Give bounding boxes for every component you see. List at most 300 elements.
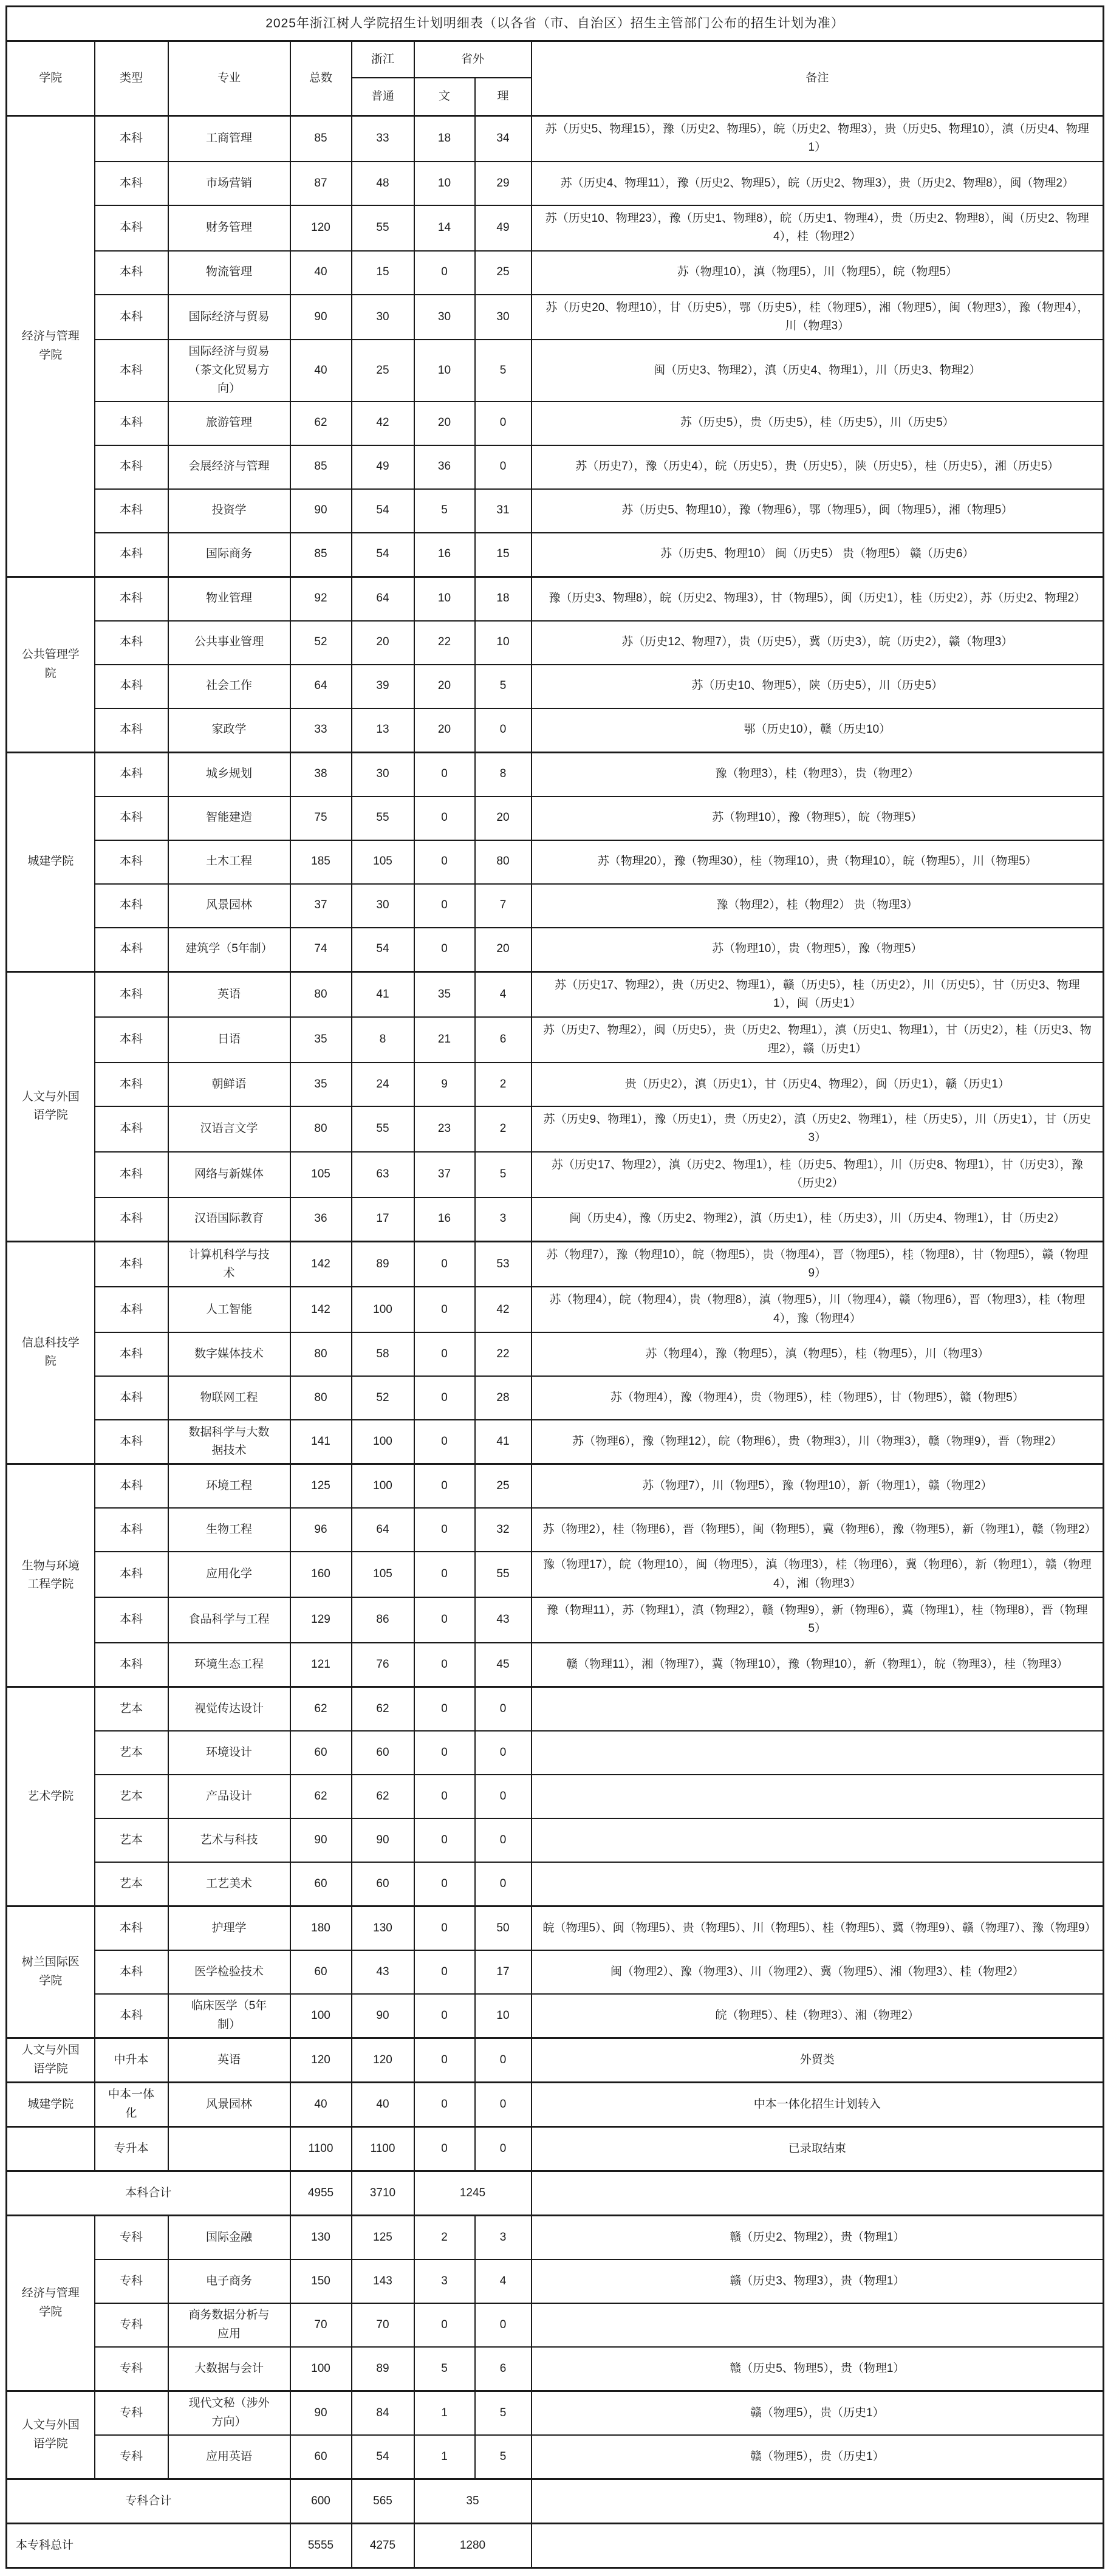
major-cell: 临床医学（5年制） [168,1994,290,2038]
remark-cell [532,1862,1104,1906]
liberal-arts-cell: 0 [414,1950,475,1994]
zhejiang-cell: 54 [352,489,414,533]
total-cell: 80 [290,1106,352,1152]
table-row [7,2303,1104,2347]
table-row [7,1862,1104,1906]
zhejiang-cell: 125 [352,2215,414,2259]
remark-cell: 苏（物理7），豫（物理10），皖（物理5），贵（物理4），晋（物理5），桂（物理8），甘（物理5），赣（物理9） [532,1241,1104,1287]
zhejiang-cell: 30 [352,884,414,928]
type-cell: 本科 [95,402,168,445]
zhejiang-cell: 70 [352,2303,414,2347]
science-cell: 31 [475,489,532,533]
major-cell: 社会工作 [168,665,290,708]
major-cell: 环境设计 [168,1731,290,1775]
college-cell: 人文与外国语学院 [7,971,95,1241]
zhejiang-cell: 63 [352,1152,414,1197]
science-cell: 34 [475,116,532,162]
remark-cell: 苏（历史5、物理10） 闽（历史5） 贵（物理5） 赣（历史6） [532,533,1104,577]
liberal-arts-cell: 23 [414,1106,475,1152]
zhejiang-cell: 100 [352,1420,414,1464]
zhejiang-cell: 89 [352,2347,414,2391]
remark-cell: 赣（历史5、物理5），贵（物理1） [532,2347,1104,2391]
table-row [7,2259,1104,2303]
liberal-arts-cell: 14 [414,205,475,251]
science-cell: 80 [475,840,532,884]
science-cell: 20 [475,796,532,840]
type-cell: 专科 [95,2435,168,2479]
type-cell: 本科 [95,1152,168,1197]
college-cell: 人文与外国语学院 [7,2391,95,2479]
type-cell: 本科 [95,1552,168,1597]
liberal-arts-cell: 20 [414,708,475,753]
total-cell: 74 [290,928,352,972]
science-cell: 6 [475,1017,532,1063]
major-cell: 汉语国际教育 [168,1197,290,1242]
zhejiang-cell: 49 [352,445,414,489]
total-cell: 80 [290,1332,352,1376]
liberal-arts-cell: 20 [414,402,475,445]
table-row [7,1420,1104,1464]
total-cell: 5555 [290,2523,352,2567]
remark-cell: 豫（物理2），桂（物理2） 贵（物理3） [532,884,1104,928]
col-header-major: 专业 [168,41,290,116]
zhejiang-cell: 41 [352,971,414,1017]
remark-cell: 苏（物理20），豫（物理30），桂（物理10），贵（物理10），皖（物理5），川（物理5） [532,840,1104,884]
science-cell: 3 [475,1197,532,1242]
total-cell: 150 [290,2259,352,2303]
remark-cell: 赣（历史3、物理3），贵（物理1） [532,2259,1104,2303]
col-header-liberal-arts: 文 [414,78,475,116]
remark-cell: 苏（物理10），豫（物理5），皖（物理5） [532,796,1104,840]
zhejiang-cell: 55 [352,1106,414,1152]
page-title: 2025年浙江树人学院招生计划明细表（以各省（市、自治区）招生主管部门公布的招生计划为准） [7,7,1104,41]
table-row [7,577,1104,621]
liberal-arts-cell: 0 [414,1643,475,1687]
table-row [7,1597,1104,1643]
type-cell: 本科 [95,1464,168,1509]
college-cell: 信息科技学院 [7,1241,95,1464]
science-cell: 43 [475,1597,532,1643]
table-row [7,1464,1104,1509]
type-cell: 本科 [95,971,168,1017]
table-row [7,2038,1104,2082]
remark-cell: 苏（历史5、物理15），豫（历史2、物理5），皖（历史2、物理3），贵（历史5、物理10），滇（历史4、物理1） [532,116,1104,162]
major-cell: 应用化学 [168,1552,290,1597]
total-cell: 125 [290,1464,352,1509]
zhejiang-cell: 90 [352,1818,414,1862]
liberal-arts-cell: 0 [414,1464,475,1509]
zhejiang-cell: 143 [352,2259,414,2303]
subtotal-label: 专科合计 [7,2479,290,2523]
type-cell: 本科 [95,533,168,577]
col-header-remark: 备注 [532,41,1104,116]
science-cell: 0 [475,708,532,753]
liberal-arts-cell: 0 [414,1775,475,1818]
total-cell: 130 [290,2215,352,2259]
liberal-arts-cell: 0 [414,840,475,884]
major-cell: 财务管理 [168,205,290,251]
liberal-arts-cell: 10 [414,162,475,205]
total-cell: 36 [290,1197,352,1242]
type-cell: 本科 [95,840,168,884]
table-row [7,1017,1104,1063]
liberal-arts-cell: 37 [414,1152,475,1197]
total-cell: 40 [290,251,352,295]
major-cell: 工商管理 [168,116,290,162]
college-cell: 树兰国际医学院 [7,1906,95,2038]
major-cell: 国际经济与贸易 [168,295,290,340]
remark-cell: 中本一体化招生计划转入 [532,2082,1104,2126]
liberal-arts-cell: 0 [414,1508,475,1552]
total-cell: 121 [290,1643,352,1687]
major-cell: 汉语言文学 [168,1106,290,1152]
college-cell [7,2126,95,2171]
major-cell: 艺术与科技 [168,1818,290,1862]
type-cell: 本科 [95,884,168,928]
science-cell: 32 [475,1508,532,1552]
type-cell: 本科 [95,1994,168,2038]
remark-cell: 苏（物理10），滇（物理5），川（物理5），皖（物理5） [532,251,1104,295]
liberal-arts-cell: 5 [414,489,475,533]
remark-cell: 豫（物理11），苏（物理1），滇（物理2），赣（物理9），新（物理6），冀（物理1），桂（物理8），晋（物理5） [532,1597,1104,1643]
liberal-arts-cell: 0 [414,1376,475,1420]
remark-cell: 豫（历史3、物理8），皖（历史2、物理3），甘（物理5），闽（历史1），桂（历史2），苏（历史2、物理2） [532,577,1104,621]
total-cell: 35 [290,1017,352,1063]
major-cell: 建筑学（5年制） [168,928,290,972]
table-row [7,665,1104,708]
science-cell: 42 [475,1287,532,1332]
type-cell: 艺本 [95,1731,168,1775]
science-cell: 20 [475,928,532,972]
type-cell: 本科 [95,1063,168,1106]
zhejiang-cell: 55 [352,796,414,840]
zhejiang-cell: 8 [352,1017,414,1063]
total-cell: 60 [290,1731,352,1775]
remark-cell [532,2171,1104,2215]
liberal-arts-cell: 16 [414,1197,475,1242]
liberal-arts-cell: 0 [414,1906,475,1950]
total-cell: 160 [290,1552,352,1597]
table-row [7,1106,1104,1152]
total-cell: 60 [290,1862,352,1906]
total-cell: 85 [290,533,352,577]
type-cell: 本科 [95,577,168,621]
table-row [7,1287,1104,1332]
college-cell: 城建学院 [7,2082,95,2126]
science-cell: 5 [475,1152,532,1197]
remark-cell [532,1818,1104,1862]
major-cell: 英语 [168,2038,290,2082]
zhejiang-cell: 84 [352,2391,414,2435]
total-cell: 80 [290,971,352,1017]
science-cell: 0 [475,2303,532,2347]
table-row [7,402,1104,445]
type-cell: 本科 [95,621,168,665]
type-cell: 本科 [95,1597,168,1643]
header-row-1 [7,41,1104,78]
major-cell: 电子商务 [168,2259,290,2303]
table-row [7,928,1104,972]
major-cell: 土木工程 [168,840,290,884]
major-cell: 环境工程 [168,1464,290,1509]
type-cell: 本科 [95,1332,168,1376]
major-cell: 日语 [168,1017,290,1063]
table-row [7,752,1104,796]
zhejiang-cell: 4275 [352,2523,414,2567]
table-row [7,840,1104,884]
science-cell: 30 [475,295,532,340]
liberal-arts-cell: 0 [414,1731,475,1775]
table-row [7,2435,1104,2479]
table-row [7,1508,1104,1552]
science-cell: 25 [475,1464,532,1509]
type-cell: 专科 [95,2215,168,2259]
zhejiang-cell: 1100 [352,2126,414,2171]
liberal-arts-cell: 0 [414,752,475,796]
type-cell: 本科 [95,928,168,972]
total-cell: 1100 [290,2126,352,2171]
type-cell: 本科 [95,796,168,840]
major-cell: 计算机科学与技术 [168,1241,290,1287]
science-cell: 0 [475,402,532,445]
type-cell: 艺本 [95,1775,168,1818]
science-cell: 5 [475,2391,532,2435]
remark-cell: 苏（物理7），川（物理5），豫（物理10），新（物理1），赣（物理2） [532,1464,1104,1509]
total-cell: 40 [290,2082,352,2126]
science-cell: 5 [475,2435,532,2479]
zhejiang-cell: 60 [352,1862,414,1906]
remark-cell: 苏（历史5、物理10），豫（物理6），鄂（物理5），闽（物理5），湘（物理5） [532,489,1104,533]
total-cell: 62 [290,1775,352,1818]
total-cell: 129 [290,1597,352,1643]
zhejiang-cell: 100 [352,1287,414,1332]
type-cell: 本科 [95,1906,168,1950]
major-cell: 数据科学与大数据技术 [168,1420,290,1464]
science-cell: 0 [475,1862,532,1906]
type-cell: 艺本 [95,1687,168,1731]
college-cell: 城建学院 [7,752,95,971]
table-row [7,2523,1104,2567]
table-row [7,340,1104,401]
liberal-arts-cell: 35 [414,971,475,1017]
remark-cell: 苏（历史4、物理11），豫（历史2、物理5），皖（历史2、物理3），贵（历史2、物理8），闽（物理2） [532,162,1104,205]
table-row [7,971,1104,1017]
liberal-arts-cell: 0 [414,1332,475,1376]
zhejiang-cell: 40 [352,2082,414,2126]
science-cell: 0 [475,2038,532,2082]
total-cell: 60 [290,1950,352,1994]
table-row [7,445,1104,489]
remark-cell: 闽（物理2）、豫（物理3）、川（物理2）、冀（物理5）、湘（物理3）、桂（物理2） [532,1950,1104,1994]
zhejiang-cell: 54 [352,533,414,577]
remark-cell: 苏（历史7、物理2），闽（历史5），贵（历史2、物理1），滇（历史1、物理1），甘（历史2），桂（历史3、物理2），赣（历史1） [532,1017,1104,1063]
type-cell: 本科 [95,340,168,401]
type-cell: 中升本 [95,2038,168,2082]
major-cell: 智能建造 [168,796,290,840]
table-row [7,162,1104,205]
table-row [7,1376,1104,1420]
science-cell: 18 [475,577,532,621]
liberal-arts-cell: 0 [414,1862,475,1906]
table-row [7,1775,1104,1818]
remark-cell: 鄂（历史10），赣（历史10） [532,708,1104,753]
zhejiang-cell: 62 [352,1775,414,1818]
major-cell [168,2126,290,2171]
remark-cell [532,1687,1104,1731]
zhejiang-cell: 24 [352,1063,414,1106]
total-cell: 60 [290,2435,352,2479]
enrollment-plan-table [5,5,1104,2569]
type-cell: 艺本 [95,1862,168,1906]
type-cell: 本科 [95,1241,168,1287]
table-row [7,489,1104,533]
table-row [7,621,1104,665]
type-cell: 专科 [95,2259,168,2303]
table-row [7,295,1104,340]
type-cell: 本科 [95,752,168,796]
liberal-arts-cell: 21 [414,1017,475,1063]
zhejiang-cell: 20 [352,621,414,665]
major-cell: 风景园林 [168,884,290,928]
total-cell: 120 [290,2038,352,2082]
remark-cell [532,2303,1104,2347]
type-cell: 中本一体化 [95,2082,168,2126]
table-row [7,1994,1104,2038]
zhejiang-cell: 15 [352,251,414,295]
total-cell: 37 [290,884,352,928]
type-cell: 本科 [95,162,168,205]
total-cell: 4955 [290,2171,352,2215]
liberal-arts-cell: 10 [414,340,475,401]
college-cell: 生物与环境工程学院 [7,1464,95,1687]
science-cell: 0 [475,1731,532,1775]
zhejiang-cell: 30 [352,295,414,340]
zhejiang-cell: 43 [352,1950,414,1994]
total-cell: 80 [290,1376,352,1420]
major-cell: 视觉传达设计 [168,1687,290,1731]
major-cell: 市场营销 [168,162,290,205]
major-cell: 工艺美术 [168,1862,290,1906]
liberal-arts-cell: 0 [414,1597,475,1643]
liberal-arts-cell: 36 [414,445,475,489]
college-cell: 经济与管理学院 [7,2215,95,2391]
major-cell: 物流管理 [168,251,290,295]
zhejiang-cell: 120 [352,2038,414,2082]
type-cell: 本科 [95,1643,168,1687]
remark-cell: 豫（物理3），桂（物理3），贵（物理2） [532,752,1104,796]
total-cell: 142 [290,1241,352,1287]
table-row [7,205,1104,251]
liberal-arts-cell: 0 [414,1994,475,2038]
total-cell: 90 [290,489,352,533]
major-cell: 现代文秘（涉外方向） [168,2391,290,2435]
remark-cell: 闽（历史3、物理2），滇（历史4、物理1），川（历史3、物理2） [532,340,1104,401]
zhejiang-cell: 54 [352,928,414,972]
zhejiang-cell: 58 [352,1332,414,1376]
major-cell: 护理学 [168,1906,290,1950]
science-cell: 25 [475,251,532,295]
science-cell: 0 [475,445,532,489]
major-cell: 产品设计 [168,1775,290,1818]
col-header-out-of-province: 省外 [414,41,532,78]
table-row [7,1552,1104,1597]
total-cell: 70 [290,2303,352,2347]
science-cell: 41 [475,1420,532,1464]
remark-cell: 豫（物理17），皖（物理10），闽（物理5），滇（物理3），桂（物理6），冀（物理6），新（物理1），赣（物理4），湘（物理3） [532,1552,1104,1597]
remark-cell: 贵（历史2），滇（历史1），甘（历史4、物理2），闽（历史1），赣（历史1） [532,1063,1104,1106]
zhejiang-cell: 13 [352,708,414,753]
type-cell: 专科 [95,2347,168,2391]
major-cell: 环境生态工程 [168,1643,290,1687]
zhejiang-cell: 42 [352,402,414,445]
remark-cell [532,1775,1104,1818]
grand-total-label: 本专科总计 [7,2523,290,2567]
total-cell: 35 [290,1063,352,1106]
type-cell: 本科 [95,116,168,162]
col-header-type: 类型 [95,41,168,116]
total-cell: 180 [290,1906,352,1950]
table-row [7,1197,1104,1242]
science-cell: 5 [475,340,532,401]
total-cell: 87 [290,162,352,205]
science-cell: 3 [475,2215,532,2259]
remark-cell [532,2523,1104,2567]
science-cell: 6 [475,2347,532,2391]
col-header-zhejiang: 浙江 [352,41,414,78]
total-cell: 96 [290,1508,352,1552]
remark-cell: 赣（物理11），湘（物理7），冀（物理10），豫（物理10），新（物理1），皖（物理3），桂（物理3） [532,1643,1104,1687]
zhejiang-cell: 30 [352,752,414,796]
total-cell: 38 [290,752,352,796]
liberal-arts-cell: 0 [414,928,475,972]
type-cell: 本科 [95,1420,168,1464]
liberal-arts-cell: 1 [414,2435,475,2479]
total-cell: 105 [290,1152,352,1197]
total-cell: 52 [290,621,352,665]
table-row [7,1731,1104,1775]
remark-cell: 苏（历史7），豫（历史4），皖（历史5），贵（历史5），陕（历史5），桂（历史5），湘（历史5） [532,445,1104,489]
zhejiang-cell: 105 [352,1552,414,1597]
zhejiang-cell: 55 [352,205,414,251]
science-cell: 45 [475,1643,532,1687]
remark-cell: 苏（物理4），皖（物理4），贵（物理8），滇（物理5），川（物理4），赣（物理6），晋（物理3），桂（物理4），豫（物理4） [532,1287,1104,1332]
table-row [7,2215,1104,2259]
liberal-arts-cell: 20 [414,665,475,708]
type-cell: 本科 [95,665,168,708]
liberal-arts-cell: 1 [414,2391,475,2435]
table-row [7,2126,1104,2171]
total-cell: 142 [290,1287,352,1332]
science-cell: 0 [475,1818,532,1862]
remark-cell: 苏（历史10、物理5），陕（历史5），川（历史5） [532,665,1104,708]
science-cell: 22 [475,1332,532,1376]
zhejiang-cell: 54 [352,2435,414,2479]
liberal-arts-cell: 0 [414,251,475,295]
major-cell: 医学检验技术 [168,1950,290,1994]
type-cell: 专升本 [95,2126,168,2171]
table-row [7,1950,1104,1994]
science-cell: 10 [475,621,532,665]
type-cell: 本科 [95,708,168,753]
major-cell: 网络与新媒体 [168,1152,290,1197]
type-cell: 本科 [95,251,168,295]
remark-cell: 皖（物理5）、闽（物理5）、贵（物理5）、川（物理5）、桂（物理5）、冀（物理9）、赣（物理7）、豫（物理9） [532,1906,1104,1950]
zhejiang-cell: 48 [352,162,414,205]
remark-cell: 闽（历史4），豫（历史2、物理2），滇（历史1），桂（历史3），川（历史4、物理1），甘（历史2） [532,1197,1104,1242]
science-cell: 4 [475,971,532,1017]
type-cell: 本科 [95,489,168,533]
science-cell: 28 [475,1376,532,1420]
